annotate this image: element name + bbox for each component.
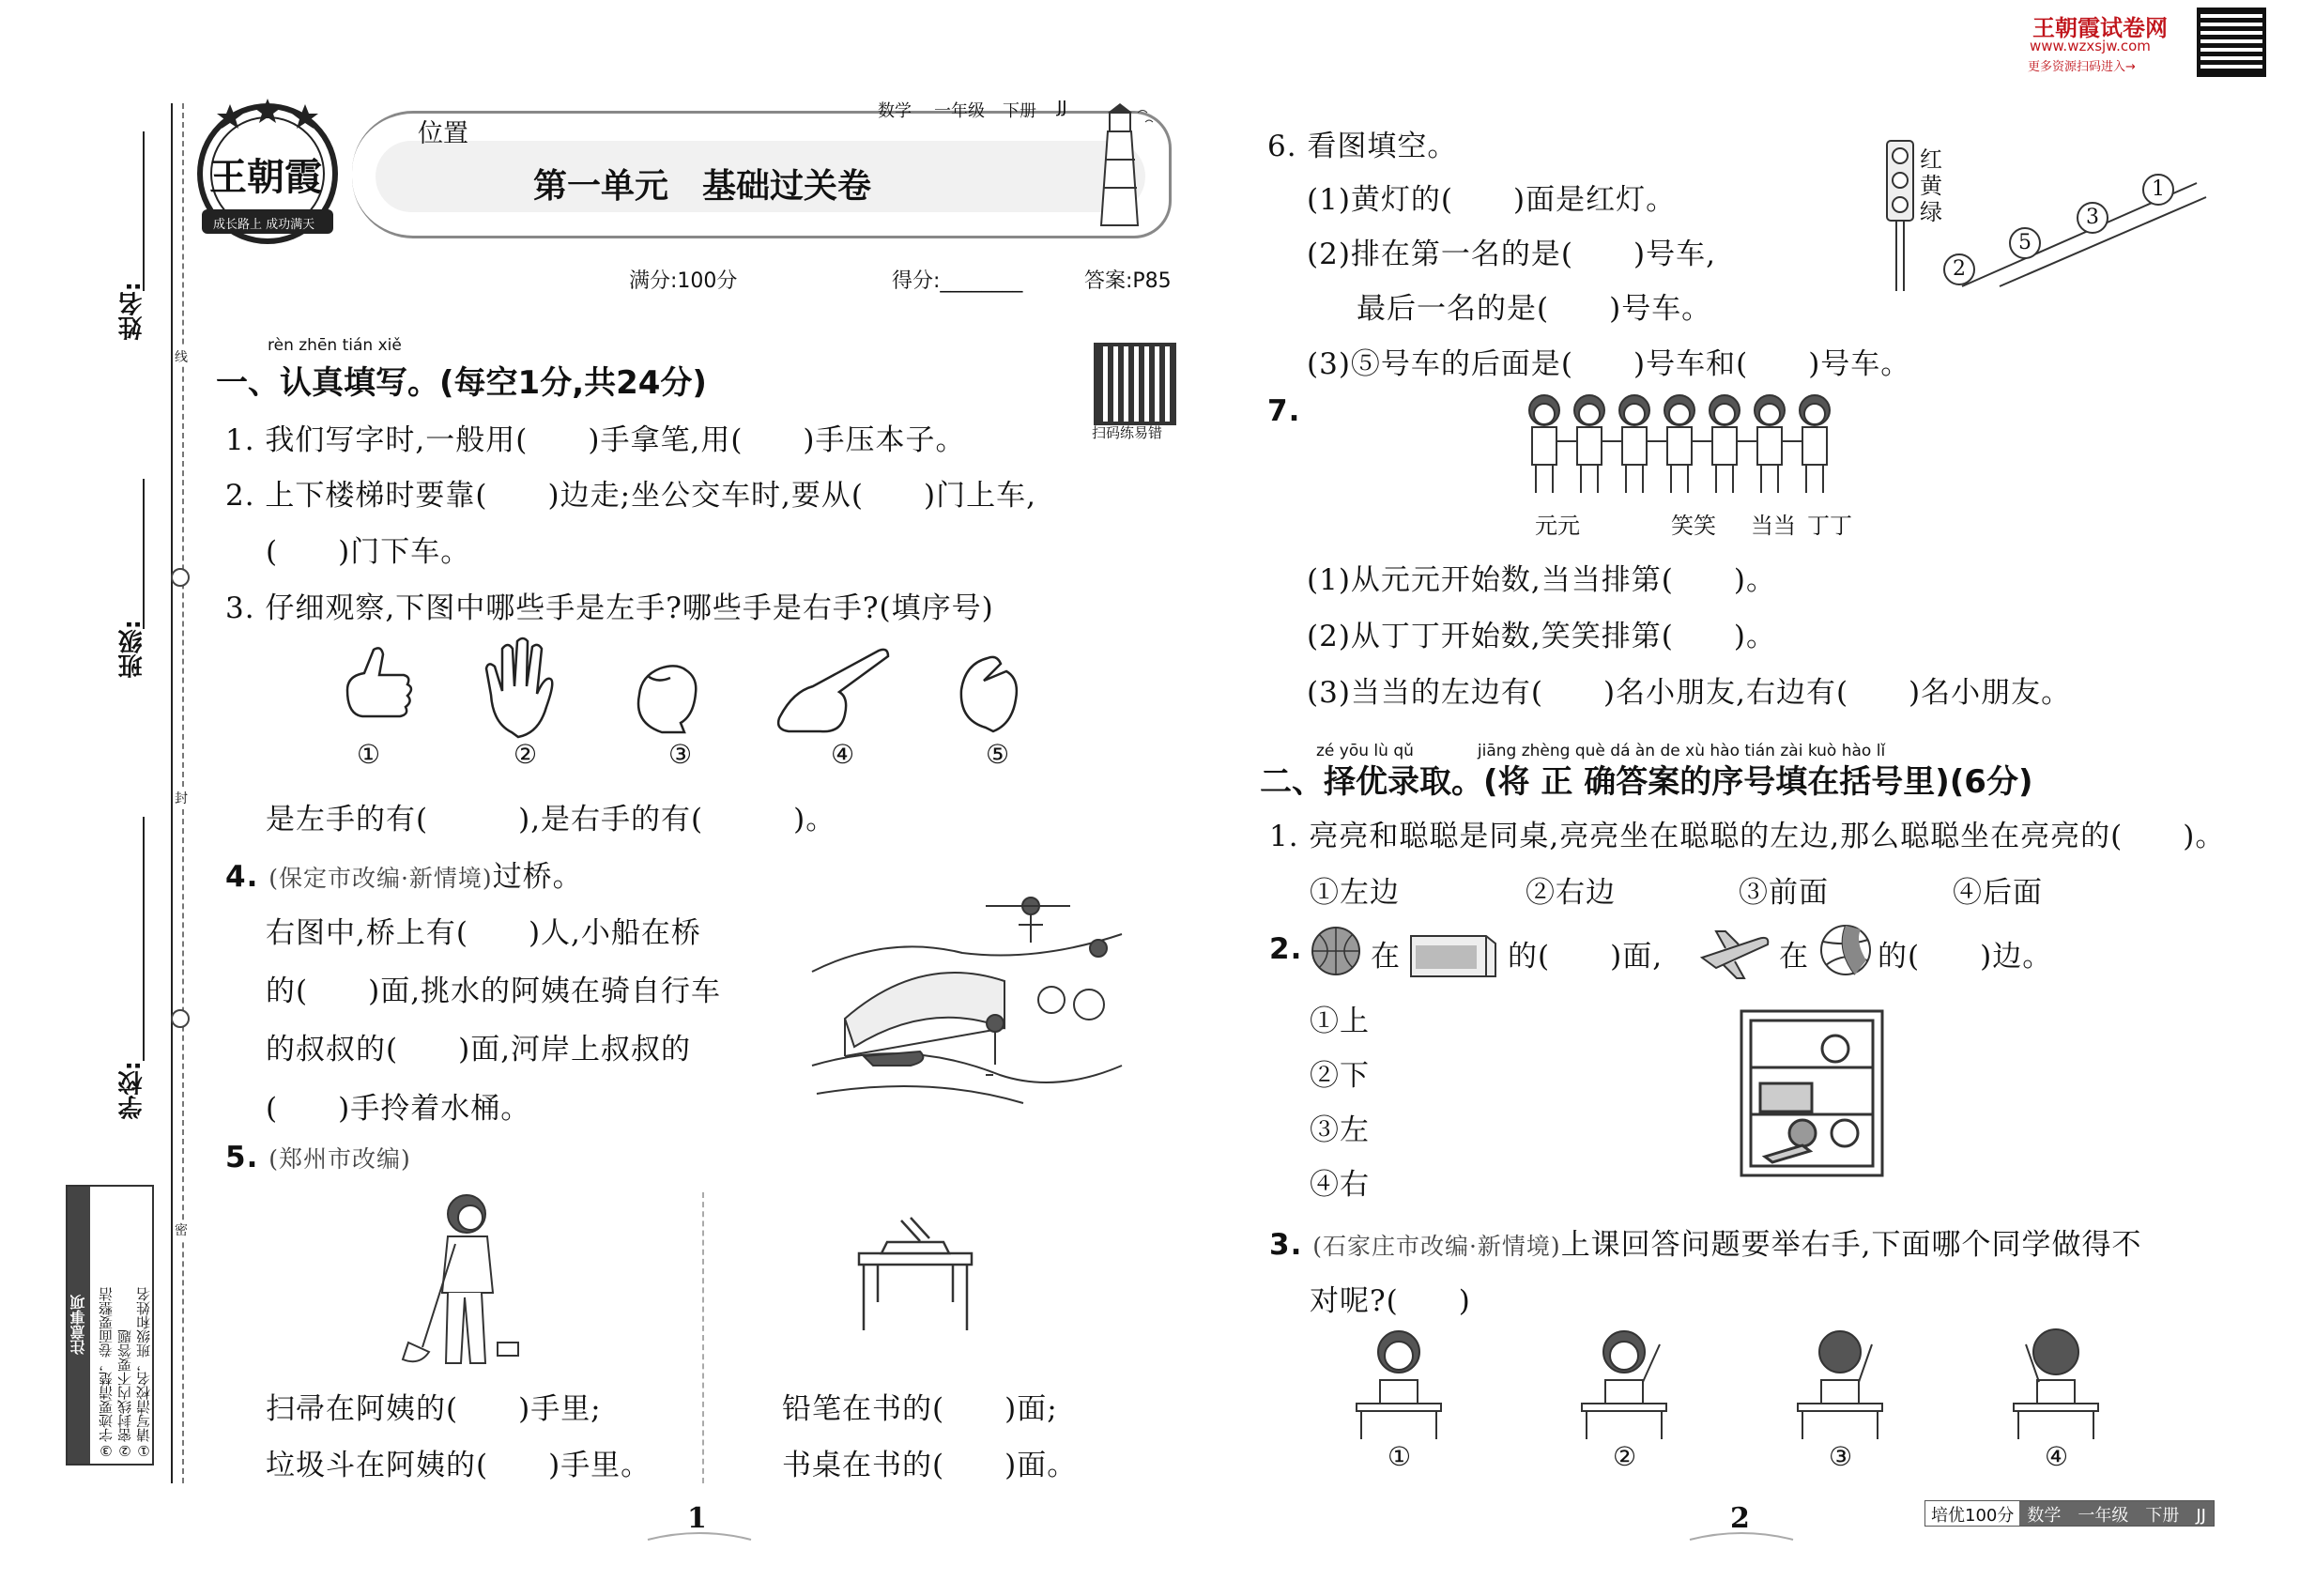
- q5-left-line: 垃圾斗在阿姨的( )手里。: [266, 1449, 652, 1482]
- full-score: 满分:100分: [629, 269, 738, 293]
- brand-qr-icon[interactable]: [2197, 8, 2266, 77]
- brand-url[interactable]: www.wzxsjw.com: [2030, 38, 2151, 54]
- toy-plane-icon: [1697, 920, 1772, 982]
- q6-line: (2)排在第一名的是( )号车,: [1307, 238, 1716, 271]
- s2-q1-option[interactable]: ②右边: [1526, 876, 1616, 910]
- brand-site: 王朝霞试卷网: [2032, 15, 2168, 41]
- series-tag: [1924, 1500, 2215, 1527]
- q5-number: 5.: [225, 1141, 259, 1174]
- class-field[interactable]: [143, 479, 145, 629]
- page-number-left: 1: [687, 1502, 707, 1535]
- page-number-right: 2: [1730, 1502, 1750, 1535]
- seal-mark: 线: [175, 347, 188, 366]
- s2-q1-option[interactable]: ④后面: [1953, 876, 2043, 910]
- hand-label: ⑤: [986, 739, 1010, 770]
- punch-hole-icon: [171, 1009, 190, 1028]
- s2-q1-option[interactable]: ①左边: [1310, 876, 1400, 910]
- bookshelf-figure: [1737, 1006, 1887, 1180]
- s2-q2-blank: 的( )面,: [1508, 940, 1664, 974]
- binding-line: [171, 103, 173, 1483]
- s2-q3-number: 3.: [1269, 1228, 1303, 1262]
- s2-q1-option[interactable]: ③前面: [1739, 876, 1829, 910]
- lighthouse-icon: [1080, 103, 1164, 230]
- s2-q3-text: 上课回答问题要举右手,下面哪个同学做得不: [1560, 1228, 2142, 1262]
- bridge-scene-figure: [807, 887, 1127, 1117]
- meta-subject: 数学: [878, 101, 912, 121]
- hand-label: ①: [357, 739, 381, 770]
- traffic-light-icon: [1868, 122, 2206, 291]
- note-item: ③字迹要清楚，卷面要整洁: [98, 1287, 115, 1459]
- child-name: 当当: [1751, 513, 1796, 539]
- section1-title: 一、认真填写。(每空1分,共24分): [216, 364, 707, 402]
- basketball-icon: [1310, 925, 1362, 977]
- s2-q2-option[interactable]: ④右: [1310, 1168, 1370, 1202]
- q5-divider: [702, 1192, 704, 1483]
- s2-q1-text: 1. 亮亮和聪聪是同桌,亮亮坐在聪聪的左边,那么聪聪坐在亮亮的( )。: [1269, 820, 2226, 853]
- s2-q2-option[interactable]: ③左: [1310, 1113, 1370, 1147]
- car-number: 5: [2009, 227, 2041, 259]
- meta-edition: JJ: [1057, 98, 1067, 117]
- page-title: 第一单元 基础过关卷: [533, 167, 872, 206]
- children-row-figure: [1521, 390, 1859, 502]
- q5-right-line: 铅笔在书的( )面;: [782, 1392, 1058, 1426]
- brand-tip: 更多资源扫码进入→: [2028, 60, 2136, 74]
- q4-title: 过桥。: [492, 860, 583, 894]
- score-field[interactable]: 得分:________: [892, 269, 1023, 293]
- student-label: ③: [1829, 1441, 1853, 1472]
- woman-sweeping-figure: [399, 1188, 530, 1375]
- logo-name: 王朝霞: [209, 155, 322, 199]
- q6-title: 6. 看图填空。: [1267, 130, 1458, 163]
- light-label: 红: [1920, 146, 1942, 173]
- q6-line: (1)黄灯的( )面是红灯。: [1307, 183, 1677, 217]
- q6-line: (3)⑤号车的后面是( )号车和( )号车。: [1307, 347, 1911, 381]
- punch-hole-icon: [171, 568, 190, 587]
- q6-line: 最后一名的是( )号车。: [1357, 292, 1712, 326]
- q2-text: 2. 上下楼梯时要靠( )边走;坐公交车时,要从( )门上车,: [225, 479, 1036, 513]
- series-info: 数学 一年级 下册 JJ: [2019, 1501, 2214, 1526]
- car-number: 2: [1943, 253, 1975, 285]
- name-field[interactable]: [143, 131, 145, 291]
- child-name: 笑笑: [1671, 513, 1716, 539]
- q4-line: 的( )面,挑水的阿姨在骑自行车: [266, 974, 722, 1008]
- q3-answer: 是左手的有( ),是右手的有( )。: [266, 803, 836, 836]
- race-figure: [1868, 122, 2206, 291]
- car-number: 1: [2142, 174, 2174, 206]
- s2-pinyin: zé yōu lù qǔ jiāng zhèng què dá àn de xù hào tián zài kuò hào lǐ: [1316, 742, 1886, 760]
- s2-q2-option[interactable]: ①上: [1310, 1005, 1370, 1038]
- s2-q2-blank: 的( )边。: [1878, 940, 2053, 974]
- hands-figure: [338, 643, 1070, 742]
- s1-pinyin: rèn zhēn tián xiě: [268, 336, 402, 355]
- q4-line: 右图中,桥上有( )人,小船在桥: [266, 916, 701, 950]
- q7-line: (3)当当的左边有( )名小朋友,右边有( )名小朋友。: [1307, 676, 2072, 710]
- light-label: 黄: [1920, 173, 1942, 199]
- q4-line: 的叔叔的( )面,河岸上叔叔的: [266, 1033, 692, 1067]
- location-label: 位置: [418, 119, 468, 148]
- meta-volume: 下册: [1003, 101, 1036, 121]
- s2-q3-text-cont: 对呢?( ): [1310, 1284, 1471, 1318]
- logo-badge: [192, 99, 343, 249]
- q2-text-cont: ( )门下车。: [266, 535, 471, 569]
- students-raising-hands-figure: [1342, 1324, 2234, 1441]
- q1-text: 1. 我们写字时,一般用( )手拿笔,用( )手压本子。: [225, 423, 966, 457]
- meta-grade: 一年级: [934, 101, 985, 121]
- child-name: 丁丁: [1807, 513, 1852, 539]
- q3-text: 3. 仔细观察,下图中哪些手是左手?哪些手是右手?(填序号): [225, 591, 994, 625]
- notes-title: 注意事项: [68, 1187, 90, 1464]
- q4-source: (保定市改编·新情境): [268, 865, 493, 892]
- shelf-board-icon: [1406, 922, 1500, 980]
- page-ornament-icon: [648, 1530, 751, 1549]
- q4-number: 4.: [225, 860, 259, 894]
- q7-line: (2)从丁丁开始数,笑笑排第( )。: [1307, 620, 1776, 653]
- s2-q2-word: 在: [1371, 940, 1401, 974]
- car-number: 3: [2077, 202, 2108, 234]
- student-label: ①: [1388, 1441, 1412, 1472]
- school-label: 学校:: [118, 1061, 146, 1120]
- school-field[interactable]: [143, 817, 145, 1061]
- desk-book-pencil-figure: [850, 1216, 981, 1338]
- answer-ref: 答案:P85: [1084, 269, 1172, 293]
- class-label: 班级:: [118, 620, 146, 679]
- q5-source: (郑州市改编): [268, 1145, 411, 1173]
- light-label: 绿: [1920, 199, 1942, 225]
- hand-label: ②: [514, 739, 538, 770]
- q4-line: ( )手拎着水桶。: [266, 1092, 531, 1126]
- s2-q3-source: (石家庄市改编·新情境): [1312, 1233, 1561, 1260]
- student-label: ②: [1613, 1441, 1637, 1472]
- series-name: 培优100分: [1931, 1506, 2015, 1526]
- note-item: ②密封线内不要答题: [116, 1329, 133, 1459]
- hand-label: ④: [831, 739, 855, 770]
- child-name: 元元: [1535, 513, 1580, 539]
- qr-caption: 扫码练易错: [1092, 424, 1163, 441]
- q5-left-line: 扫帚在阿姨的( )手里;: [266, 1392, 602, 1426]
- page-ornament-icon: [1690, 1530, 1793, 1549]
- note-item: ①请写清校名，班级和姓名: [135, 1287, 152, 1459]
- s2-q2-option[interactable]: ②下: [1310, 1059, 1370, 1093]
- name-label: 姓名:: [118, 282, 146, 341]
- q5-right-line: 书桌在书的( )面。: [782, 1449, 1078, 1482]
- qr-code-icon[interactable]: [1094, 343, 1176, 425]
- logo-slogan: 成长路上 成功满天: [213, 218, 315, 232]
- hand-label: ③: [668, 739, 693, 770]
- seal-mark: 封: [175, 789, 188, 807]
- s2-q2-word: 在: [1779, 940, 1809, 974]
- student-label: ④: [2045, 1441, 2069, 1472]
- q7-line: (1)从元元开始数,当当排第( )。: [1307, 563, 1776, 597]
- section2-title: 二、择优录取。(将 正 确答案的序号填在括号里)(6分): [1260, 763, 2033, 801]
- notes-box: [66, 1185, 154, 1466]
- q7-number: 7.: [1267, 394, 1301, 428]
- seal-mark: 密: [175, 1220, 188, 1239]
- s2-q2-number: 2.: [1269, 932, 1303, 966]
- volleyball-icon: [1818, 923, 1873, 977]
